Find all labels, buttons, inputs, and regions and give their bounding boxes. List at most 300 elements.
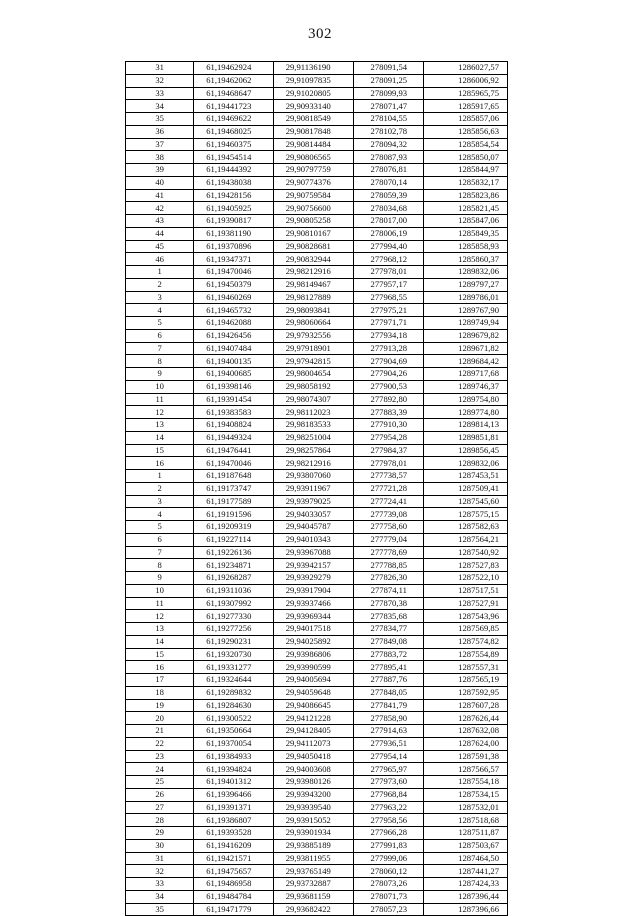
longitude-cell: 29,93765149 xyxy=(273,865,353,878)
longitude-cell: 29,94128405 xyxy=(273,725,353,738)
point-number-cell: 1 xyxy=(126,470,194,483)
x-coordinate-cell: 277957,17 xyxy=(354,278,424,291)
table-row xyxy=(126,801,508,814)
x-coordinate-cell: 277978,01 xyxy=(354,266,424,279)
table-row xyxy=(126,839,508,852)
y-coordinate-cell: 1285856,63 xyxy=(424,125,508,138)
y-coordinate-cell: 1287592,95 xyxy=(424,686,508,699)
y-coordinate-cell: 1287565,19 xyxy=(424,674,508,687)
latitude-cell: 61,19444392 xyxy=(194,164,273,177)
y-coordinate-cell: 1289786,01 xyxy=(424,291,508,304)
y-coordinate-cell: 1289851,81 xyxy=(424,431,508,444)
x-coordinate-cell: 277895,41 xyxy=(354,661,424,674)
coordinates-table-body xyxy=(126,62,508,916)
longitude-cell: 29,98127889 xyxy=(273,291,353,304)
latitude-cell: 61,19187648 xyxy=(194,470,273,483)
x-coordinate-cell: 277724,41 xyxy=(354,495,424,508)
x-coordinate-cell: 277963,22 xyxy=(354,801,424,814)
x-coordinate-cell: 277874,11 xyxy=(354,584,424,597)
point-number-cell: 25 xyxy=(126,776,194,789)
table-row xyxy=(126,125,508,138)
longitude-cell: 29,90828681 xyxy=(273,240,353,253)
x-coordinate-cell: 278087,93 xyxy=(354,151,424,164)
longitude-cell: 29,93980126 xyxy=(273,776,353,789)
longitude-cell: 29,94005694 xyxy=(273,674,353,687)
x-coordinate-cell: 277848,05 xyxy=(354,686,424,699)
longitude-cell: 29,94025892 xyxy=(273,635,353,648)
table-row xyxy=(126,686,508,699)
x-coordinate-cell: 278034,68 xyxy=(354,202,424,215)
table-row xyxy=(126,329,508,342)
y-coordinate-cell: 1285849,35 xyxy=(424,227,508,240)
point-number-cell: 21 xyxy=(126,725,194,738)
longitude-cell: 29,93986806 xyxy=(273,648,353,661)
table-row xyxy=(126,865,508,878)
table-row xyxy=(126,699,508,712)
y-coordinate-cell: 1287554,18 xyxy=(424,776,508,789)
y-coordinate-cell: 1289814,13 xyxy=(424,419,508,432)
point-number-cell: 29 xyxy=(126,827,194,840)
table-row xyxy=(126,100,508,113)
latitude-cell: 61,19350664 xyxy=(194,725,273,738)
latitude-cell: 61,19465732 xyxy=(194,304,273,317)
point-number-cell: 33 xyxy=(126,87,194,100)
table-row xyxy=(126,291,508,304)
point-number-cell: 35 xyxy=(126,113,194,126)
longitude-cell: 29,98212916 xyxy=(273,457,353,470)
x-coordinate-cell: 277721,28 xyxy=(354,482,424,495)
y-coordinate-cell: 1287607,28 xyxy=(424,699,508,712)
x-coordinate-cell: 277968,84 xyxy=(354,788,424,801)
table-row xyxy=(126,623,508,636)
table-row xyxy=(126,725,508,738)
longitude-cell: 29,94017518 xyxy=(273,623,353,636)
table-row xyxy=(126,890,508,903)
point-number-cell: 7 xyxy=(126,342,194,355)
x-coordinate-cell: 277883,72 xyxy=(354,648,424,661)
x-coordinate-cell: 278094,32 xyxy=(354,138,424,151)
longitude-cell: 29,93681159 xyxy=(273,890,353,903)
y-coordinate-cell: 1287503,67 xyxy=(424,839,508,852)
table-row xyxy=(126,355,508,368)
table-row xyxy=(126,304,508,317)
x-coordinate-cell: 278076,81 xyxy=(354,164,424,177)
x-coordinate-cell: 277892,80 xyxy=(354,393,424,406)
latitude-cell: 61,19454514 xyxy=(194,151,273,164)
table-row xyxy=(126,788,508,801)
table-row xyxy=(126,521,508,534)
point-number-cell: 15 xyxy=(126,648,194,661)
latitude-cell: 61,19398146 xyxy=(194,380,273,393)
x-coordinate-cell: 277858,90 xyxy=(354,712,424,725)
latitude-cell: 61,19450379 xyxy=(194,278,273,291)
point-number-cell: 14 xyxy=(126,635,194,648)
latitude-cell: 61,19347371 xyxy=(194,253,273,266)
table-row xyxy=(126,202,508,215)
latitude-cell: 61,19370054 xyxy=(194,737,273,750)
coordinates-table xyxy=(125,61,508,916)
x-coordinate-cell: 277910,30 xyxy=(354,419,424,432)
latitude-cell: 61,19449324 xyxy=(194,431,273,444)
y-coordinate-cell: 1287396,66 xyxy=(424,903,508,916)
point-number-cell: 2 xyxy=(126,482,194,495)
table-row xyxy=(126,253,508,266)
x-coordinate-cell: 278060,12 xyxy=(354,865,424,878)
point-number-cell: 44 xyxy=(126,227,194,240)
x-coordinate-cell: 277954,28 xyxy=(354,431,424,444)
longitude-cell: 29,94059648 xyxy=(273,686,353,699)
table-row xyxy=(126,380,508,393)
point-number-cell: 8 xyxy=(126,355,194,368)
latitude-cell: 61,19311036 xyxy=(194,584,273,597)
table-row xyxy=(126,559,508,572)
longitude-cell: 29,93911967 xyxy=(273,482,353,495)
table-row xyxy=(126,444,508,457)
latitude-cell: 61,19226136 xyxy=(194,546,273,559)
longitude-cell: 29,93943200 xyxy=(273,788,353,801)
x-coordinate-cell: 277778,69 xyxy=(354,546,424,559)
point-number-cell: 1 xyxy=(126,266,194,279)
latitude-cell: 61,19331277 xyxy=(194,661,273,674)
x-coordinate-cell: 277779,04 xyxy=(354,533,424,546)
point-number-cell: 42 xyxy=(126,202,194,215)
longitude-cell: 29,93901934 xyxy=(273,827,353,840)
point-number-cell: 3 xyxy=(126,291,194,304)
x-coordinate-cell: 277968,55 xyxy=(354,291,424,304)
point-number-cell: 45 xyxy=(126,240,194,253)
longitude-cell: 29,94121228 xyxy=(273,712,353,725)
point-number-cell: 4 xyxy=(126,304,194,317)
y-coordinate-cell: 1289832,06 xyxy=(424,266,508,279)
latitude-cell: 61,19277330 xyxy=(194,610,273,623)
latitude-cell: 61,19390817 xyxy=(194,215,273,228)
y-coordinate-cell: 1289671,82 xyxy=(424,342,508,355)
y-coordinate-cell: 1285844,97 xyxy=(424,164,508,177)
x-coordinate-cell: 277936,51 xyxy=(354,737,424,750)
longitude-cell: 29,90814484 xyxy=(273,138,353,151)
x-coordinate-cell: 278071,47 xyxy=(354,100,424,113)
longitude-cell: 29,93811955 xyxy=(273,852,353,865)
longitude-cell: 29,90818549 xyxy=(273,113,353,126)
table-row xyxy=(126,342,508,355)
table-row xyxy=(126,674,508,687)
x-coordinate-cell: 277975,21 xyxy=(354,304,424,317)
table-row xyxy=(126,62,508,75)
y-coordinate-cell: 1287527,83 xyxy=(424,559,508,572)
y-coordinate-cell: 1285847,06 xyxy=(424,215,508,228)
latitude-cell: 61,19468647 xyxy=(194,87,273,100)
table-row xyxy=(126,712,508,725)
point-number-cell: 32 xyxy=(126,865,194,878)
y-coordinate-cell: 1285860,37 xyxy=(424,253,508,266)
point-number-cell: 20 xyxy=(126,712,194,725)
y-coordinate-cell: 1287518,68 xyxy=(424,814,508,827)
y-coordinate-cell: 1285832,17 xyxy=(424,176,508,189)
latitude-cell: 61,19277256 xyxy=(194,623,273,636)
longitude-cell: 29,98257864 xyxy=(273,444,353,457)
y-coordinate-cell: 1285965,75 xyxy=(424,87,508,100)
point-number-cell: 32 xyxy=(126,74,194,87)
latitude-cell: 61,19484784 xyxy=(194,890,273,903)
x-coordinate-cell: 277900,53 xyxy=(354,380,424,393)
table-row xyxy=(126,533,508,546)
x-coordinate-cell: 277966,28 xyxy=(354,827,424,840)
latitude-cell: 61,19289832 xyxy=(194,686,273,699)
x-coordinate-cell: 278070,14 xyxy=(354,176,424,189)
point-number-cell: 43 xyxy=(126,215,194,228)
point-number-cell: 27 xyxy=(126,801,194,814)
latitude-cell: 61,19268287 xyxy=(194,572,273,585)
table-row xyxy=(126,227,508,240)
longitude-cell: 29,98058192 xyxy=(273,380,353,393)
point-number-cell: 24 xyxy=(126,763,194,776)
longitude-cell: 29,94050418 xyxy=(273,750,353,763)
table-row xyxy=(126,317,508,330)
y-coordinate-cell: 1287511,87 xyxy=(424,827,508,840)
longitude-cell: 29,94010343 xyxy=(273,533,353,546)
longitude-cell: 29,98183533 xyxy=(273,419,353,432)
y-coordinate-cell: 1289856,45 xyxy=(424,444,508,457)
point-number-cell: 31 xyxy=(126,62,194,75)
x-coordinate-cell: 278073,26 xyxy=(354,878,424,891)
y-coordinate-cell: 1287534,15 xyxy=(424,788,508,801)
longitude-cell: 29,90805258 xyxy=(273,215,353,228)
y-coordinate-cell: 1287517,51 xyxy=(424,584,508,597)
point-number-cell: 19 xyxy=(126,699,194,712)
latitude-cell: 61,19383583 xyxy=(194,406,273,419)
latitude-cell: 61,19475657 xyxy=(194,865,273,878)
latitude-cell: 61,19209319 xyxy=(194,521,273,534)
longitude-cell: 29,93732887 xyxy=(273,878,353,891)
point-number-cell: 9 xyxy=(126,572,194,585)
x-coordinate-cell: 277834,77 xyxy=(354,623,424,636)
table-row xyxy=(126,661,508,674)
latitude-cell: 61,19391371 xyxy=(194,801,273,814)
x-coordinate-cell: 277984,37 xyxy=(354,444,424,457)
longitude-cell: 29,90774376 xyxy=(273,176,353,189)
point-number-cell: 34 xyxy=(126,100,194,113)
y-coordinate-cell: 1287527,91 xyxy=(424,597,508,610)
x-coordinate-cell: 277849,08 xyxy=(354,635,424,648)
table-row xyxy=(126,368,508,381)
point-number-cell: 16 xyxy=(126,661,194,674)
table-row xyxy=(126,584,508,597)
y-coordinate-cell: 1289767,90 xyxy=(424,304,508,317)
latitude-cell: 61,19324644 xyxy=(194,674,273,687)
latitude-cell: 61,19284630 xyxy=(194,699,273,712)
x-coordinate-cell: 278006,19 xyxy=(354,227,424,240)
x-coordinate-cell: 278102,78 xyxy=(354,125,424,138)
x-coordinate-cell: 277758,60 xyxy=(354,521,424,534)
point-number-cell: 39 xyxy=(126,164,194,177)
x-coordinate-cell: 277835,68 xyxy=(354,610,424,623)
x-coordinate-cell: 277999,06 xyxy=(354,852,424,865)
point-number-cell: 26 xyxy=(126,788,194,801)
table-row xyxy=(126,87,508,100)
longitude-cell: 29,97942815 xyxy=(273,355,353,368)
point-number-cell: 3 xyxy=(126,495,194,508)
x-coordinate-cell: 277934,18 xyxy=(354,329,424,342)
y-coordinate-cell: 1285854,54 xyxy=(424,138,508,151)
point-number-cell: 9 xyxy=(126,368,194,381)
point-number-cell: 34 xyxy=(126,890,194,903)
table-row xyxy=(126,737,508,750)
table-row xyxy=(126,138,508,151)
y-coordinate-cell: 1287554,89 xyxy=(424,648,508,661)
point-number-cell: 14 xyxy=(126,431,194,444)
longitude-cell: 29,98093841 xyxy=(273,304,353,317)
latitude-cell: 61,19468025 xyxy=(194,125,273,138)
point-number-cell: 12 xyxy=(126,610,194,623)
point-number-cell: 41 xyxy=(126,189,194,202)
longitude-cell: 29,93807060 xyxy=(273,470,353,483)
y-coordinate-cell: 1289754,80 xyxy=(424,393,508,406)
x-coordinate-cell: 277978,01 xyxy=(354,457,424,470)
y-coordinate-cell: 1287569,85 xyxy=(424,623,508,636)
table-row xyxy=(126,74,508,87)
latitude-cell: 61,19460375 xyxy=(194,138,273,151)
longitude-cell: 29,90806565 xyxy=(273,151,353,164)
x-coordinate-cell: 277788,85 xyxy=(354,559,424,572)
latitude-cell: 61,19396466 xyxy=(194,788,273,801)
longitude-cell: 29,94045787 xyxy=(273,521,353,534)
point-number-cell: 28 xyxy=(126,814,194,827)
x-coordinate-cell: 278071,73 xyxy=(354,890,424,903)
longitude-cell: 29,97932556 xyxy=(273,329,353,342)
table-row xyxy=(126,572,508,585)
x-coordinate-cell: 278017,00 xyxy=(354,215,424,228)
y-coordinate-cell: 1289774,80 xyxy=(424,406,508,419)
latitude-cell: 61,19290231 xyxy=(194,635,273,648)
table-row xyxy=(126,419,508,432)
latitude-cell: 61,19460269 xyxy=(194,291,273,304)
y-coordinate-cell: 1287509,41 xyxy=(424,482,508,495)
longitude-cell: 29,90759584 xyxy=(273,189,353,202)
latitude-cell: 61,19300522 xyxy=(194,712,273,725)
point-number-cell: 36 xyxy=(126,125,194,138)
latitude-cell: 61,19386807 xyxy=(194,814,273,827)
point-number-cell: 40 xyxy=(126,176,194,189)
longitude-cell: 29,97918901 xyxy=(273,342,353,355)
longitude-cell: 29,98004654 xyxy=(273,368,353,381)
y-coordinate-cell: 1289832,06 xyxy=(424,457,508,470)
x-coordinate-cell: 278104,55 xyxy=(354,113,424,126)
table-row xyxy=(126,827,508,840)
longitude-cell: 29,98060664 xyxy=(273,317,353,330)
latitude-cell: 61,19177589 xyxy=(194,495,273,508)
longitude-cell: 29,93929279 xyxy=(273,572,353,585)
latitude-cell: 61,19462924 xyxy=(194,62,273,75)
point-number-cell: 13 xyxy=(126,623,194,636)
x-coordinate-cell: 278059,39 xyxy=(354,189,424,202)
y-coordinate-cell: 1287566,57 xyxy=(424,763,508,776)
y-coordinate-cell: 1285858,93 xyxy=(424,240,508,253)
point-number-cell: 11 xyxy=(126,597,194,610)
y-coordinate-cell: 1287574,82 xyxy=(424,635,508,648)
x-coordinate-cell: 277958,56 xyxy=(354,814,424,827)
point-number-cell: 8 xyxy=(126,559,194,572)
point-number-cell: 13 xyxy=(126,419,194,432)
table-row xyxy=(126,189,508,202)
y-coordinate-cell: 1289684,42 xyxy=(424,355,508,368)
latitude-cell: 61,19470046 xyxy=(194,457,273,470)
y-coordinate-cell: 1287543,96 xyxy=(424,610,508,623)
longitude-cell: 29,93979025 xyxy=(273,495,353,508)
y-coordinate-cell: 1285850,07 xyxy=(424,151,508,164)
y-coordinate-cell: 1285857,06 xyxy=(424,113,508,126)
table-row xyxy=(126,278,508,291)
y-coordinate-cell: 1285823,86 xyxy=(424,189,508,202)
point-number-cell: 7 xyxy=(126,546,194,559)
table-row xyxy=(126,763,508,776)
table-row xyxy=(126,393,508,406)
latitude-cell: 61,19421571 xyxy=(194,852,273,865)
table-row xyxy=(126,164,508,177)
point-number-cell: 30 xyxy=(126,839,194,852)
x-coordinate-cell: 277914,63 xyxy=(354,725,424,738)
latitude-cell: 61,19227114 xyxy=(194,533,273,546)
latitude-cell: 61,19470046 xyxy=(194,266,273,279)
x-coordinate-cell: 278057,23 xyxy=(354,903,424,916)
y-coordinate-cell: 1285821,45 xyxy=(424,202,508,215)
x-coordinate-cell: 277968,12 xyxy=(354,253,424,266)
longitude-cell: 29,91136190 xyxy=(273,62,353,75)
x-coordinate-cell: 278091,25 xyxy=(354,74,424,87)
longitude-cell: 29,98212916 xyxy=(273,266,353,279)
table-row xyxy=(126,176,508,189)
longitude-cell: 29,93917904 xyxy=(273,584,353,597)
y-coordinate-cell: 1287632,08 xyxy=(424,725,508,738)
y-coordinate-cell: 1286027,57 xyxy=(424,62,508,75)
x-coordinate-cell: 277973,60 xyxy=(354,776,424,789)
point-number-cell: 5 xyxy=(126,521,194,534)
y-coordinate-cell: 1287591,38 xyxy=(424,750,508,763)
point-number-cell: 10 xyxy=(126,584,194,597)
point-number-cell: 33 xyxy=(126,878,194,891)
point-number-cell: 46 xyxy=(126,253,194,266)
x-coordinate-cell: 277841,79 xyxy=(354,699,424,712)
x-coordinate-cell: 278099,93 xyxy=(354,87,424,100)
table-row xyxy=(126,776,508,789)
y-coordinate-cell: 1287557,31 xyxy=(424,661,508,674)
longitude-cell: 29,98149467 xyxy=(273,278,353,291)
point-number-cell: 37 xyxy=(126,138,194,151)
y-coordinate-cell: 1287564,21 xyxy=(424,533,508,546)
latitude-cell: 61,19394824 xyxy=(194,763,273,776)
x-coordinate-cell: 277994,40 xyxy=(354,240,424,253)
point-number-cell: 18 xyxy=(126,686,194,699)
table-row xyxy=(126,482,508,495)
point-number-cell: 6 xyxy=(126,329,194,342)
point-number-cell: 38 xyxy=(126,151,194,164)
y-coordinate-cell: 1287545,60 xyxy=(424,495,508,508)
point-number-cell: 23 xyxy=(126,750,194,763)
x-coordinate-cell: 277991,83 xyxy=(354,839,424,852)
table-row xyxy=(126,240,508,253)
x-coordinate-cell: 278091,54 xyxy=(354,62,424,75)
latitude-cell: 61,19426456 xyxy=(194,329,273,342)
table-row xyxy=(126,750,508,763)
latitude-cell: 61,19438038 xyxy=(194,176,273,189)
latitude-cell: 61,19441723 xyxy=(194,100,273,113)
latitude-cell: 61,19407484 xyxy=(194,342,273,355)
table-row xyxy=(126,648,508,661)
y-coordinate-cell: 1289746,37 xyxy=(424,380,508,393)
table-row xyxy=(126,431,508,444)
x-coordinate-cell: 277870,38 xyxy=(354,597,424,610)
y-coordinate-cell: 1287424,33 xyxy=(424,878,508,891)
y-coordinate-cell: 1289749,94 xyxy=(424,317,508,330)
